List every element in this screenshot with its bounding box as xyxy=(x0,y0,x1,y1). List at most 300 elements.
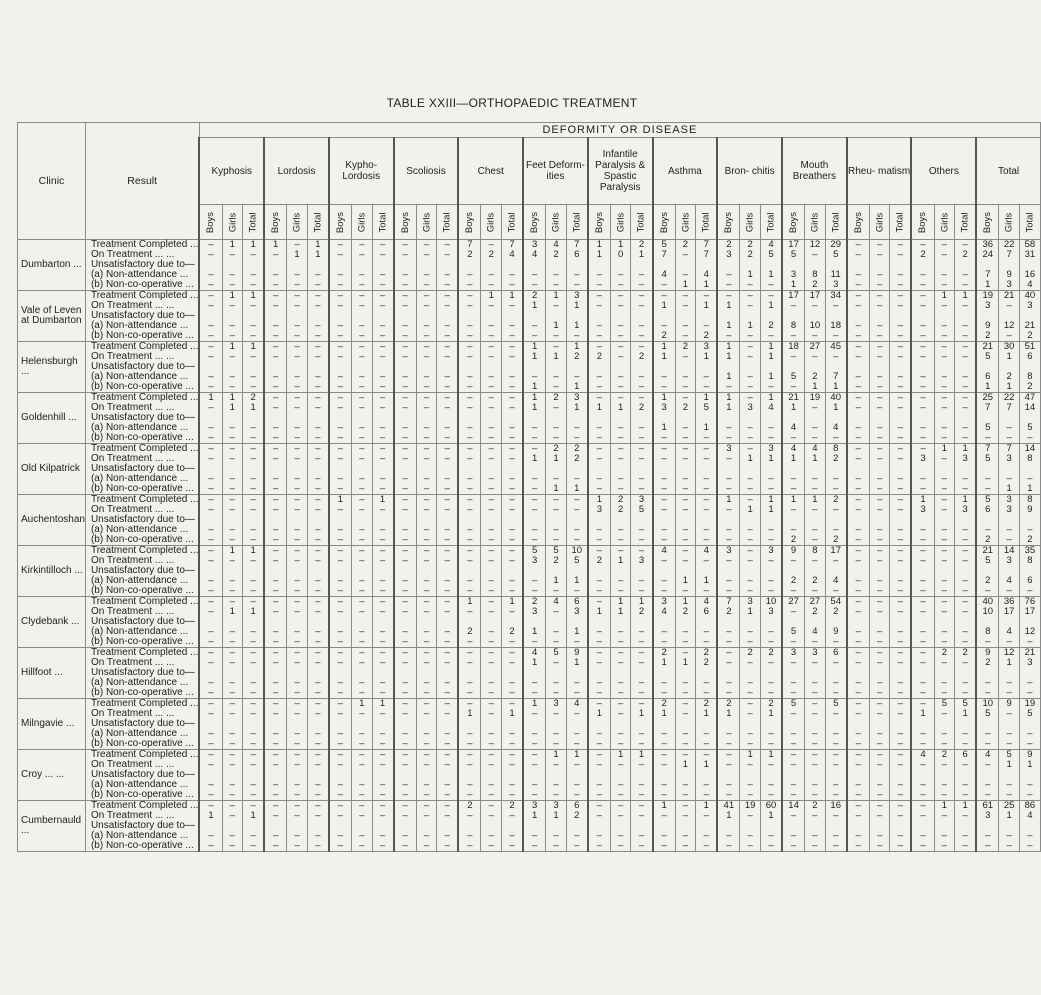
cell-value: 2 xyxy=(999,372,1020,382)
cell-value: – xyxy=(199,648,222,659)
cell-value: – xyxy=(1019,841,1040,852)
cell-value: – xyxy=(847,739,870,750)
cell-value: – xyxy=(458,352,481,362)
cell-value: – xyxy=(329,444,352,455)
cell-value: – xyxy=(675,495,696,506)
sub-header xyxy=(566,205,588,240)
cell-value: – xyxy=(199,291,222,302)
cell-value: – xyxy=(352,709,373,719)
cell-value: – xyxy=(307,270,329,280)
cell-value: – xyxy=(588,637,611,648)
cell-value: – xyxy=(458,484,481,495)
result-label: Unsatisfactory due to— xyxy=(85,311,199,321)
cell-value: – xyxy=(825,505,847,515)
cell-value: – xyxy=(352,729,373,739)
cell-value: 2 xyxy=(631,403,653,413)
cell-value: – xyxy=(805,739,826,750)
cell-value: 4 xyxy=(805,627,826,637)
cell-value: 2 xyxy=(911,250,934,260)
cell-value: 1 xyxy=(546,454,567,464)
cell-value: – xyxy=(416,801,437,812)
cell-value: – xyxy=(287,321,308,331)
cell-value: – xyxy=(243,495,265,506)
cell-value: – xyxy=(437,658,459,668)
category-header: Scoliosis xyxy=(394,138,459,205)
cell-value: 1 xyxy=(502,709,524,719)
sub-header xyxy=(955,205,977,240)
cell-value: – xyxy=(437,382,459,393)
cell-value: – xyxy=(675,637,696,648)
cell-value: – xyxy=(760,739,782,750)
cell-value: 2 xyxy=(717,699,740,710)
cell-value: 1 xyxy=(999,658,1020,668)
cell-value: – xyxy=(352,648,373,659)
cell-value: – xyxy=(610,484,631,495)
cell-value: – xyxy=(352,831,373,841)
result-label: Treatment Completed ... xyxy=(85,546,199,557)
cell-value: – xyxy=(740,739,761,750)
cell-value: – xyxy=(805,760,826,770)
cell-value: – xyxy=(890,648,912,659)
cell-value: – xyxy=(911,342,934,353)
cell-value: – xyxy=(287,658,308,668)
cell-value: – xyxy=(911,321,934,331)
cell-value: – xyxy=(502,433,524,444)
sub-header xyxy=(934,205,955,240)
cell-value: – xyxy=(869,627,890,637)
cell-value: – xyxy=(760,831,782,841)
sub-header-label: Total xyxy=(894,211,906,233)
cell-value: – xyxy=(394,495,417,506)
cell-value: – xyxy=(523,841,546,852)
cell-value: – xyxy=(502,739,524,750)
cell-value: 8 xyxy=(976,627,999,637)
cell-value: – xyxy=(287,301,308,311)
cell-value: – xyxy=(352,240,373,251)
cell-value: – xyxy=(416,831,437,841)
cell-value: – xyxy=(458,291,481,302)
cell-value: – xyxy=(911,270,934,280)
cell-value: 1 xyxy=(287,250,308,260)
cell-value: – xyxy=(805,352,826,362)
cell-value: – xyxy=(696,586,718,597)
cell-value: – xyxy=(717,831,740,841)
cell-value: – xyxy=(696,739,718,750)
cell-value: 1 xyxy=(696,352,718,362)
cell-value: – xyxy=(911,658,934,668)
cell-value: – xyxy=(653,831,676,841)
cell-value: – xyxy=(675,331,696,342)
cell-value: – xyxy=(847,780,870,790)
cell-value: – xyxy=(394,801,417,812)
result-label: (b) Non-co-operative ... xyxy=(85,637,199,648)
cell-value: – xyxy=(264,750,287,761)
cell-value: 4 xyxy=(523,250,546,260)
cell-value: – xyxy=(955,352,977,362)
cell-value: – xyxy=(890,270,912,280)
cell-value: – xyxy=(805,831,826,841)
cell-value: – xyxy=(869,382,890,393)
cell-value: – xyxy=(416,393,437,404)
cell-value: – xyxy=(740,423,761,433)
sub-header xyxy=(847,205,870,240)
cell-value: – xyxy=(588,699,611,710)
cell-value: – xyxy=(264,739,287,750)
cell-value: – xyxy=(372,474,394,484)
cell-value: – xyxy=(588,648,611,659)
cell-value: 1 xyxy=(717,811,740,821)
cell-value: – xyxy=(199,280,222,291)
cell-value: – xyxy=(999,678,1020,688)
result-label: (b) Non-co-operative ... xyxy=(85,382,199,393)
table-row xyxy=(18,688,1041,699)
cell-value: – xyxy=(869,505,890,515)
cell-value: – xyxy=(934,790,955,801)
result-label: Treatment Completed ... xyxy=(85,444,199,455)
table-row xyxy=(18,331,1041,342)
cell-value: 1 xyxy=(243,403,265,413)
result-label: Unsatisfactory due to— xyxy=(85,770,199,780)
cell-value: – xyxy=(416,729,437,739)
sub-header-label: Total xyxy=(441,211,453,233)
cell-value: – xyxy=(437,709,459,719)
cell-value: – xyxy=(934,393,955,404)
cell-value: 3 xyxy=(566,393,588,404)
cell-value: – xyxy=(955,484,977,495)
cell-value: – xyxy=(890,658,912,668)
cell-value: 9 xyxy=(782,546,805,557)
cell-value: – xyxy=(481,729,502,739)
cell-value: 1 xyxy=(243,811,265,821)
cell-value: – xyxy=(199,535,222,546)
cell-value: – xyxy=(199,597,222,608)
cell-value: – xyxy=(696,495,718,506)
cell-value: – xyxy=(264,801,287,812)
sub-header xyxy=(437,205,459,240)
cell-value: – xyxy=(934,586,955,597)
sub-header xyxy=(588,205,611,240)
cell-value: – xyxy=(805,709,826,719)
cell-value: – xyxy=(307,535,329,546)
cell-value: – xyxy=(264,342,287,353)
cell-value: – xyxy=(610,729,631,739)
cell-value: 3 xyxy=(523,801,546,812)
cell-value: – xyxy=(869,423,890,433)
cell-value: – xyxy=(955,658,977,668)
cell-value: – xyxy=(782,505,805,515)
cell-value: – xyxy=(458,811,481,821)
cell-value: – xyxy=(222,637,243,648)
cell-value: – xyxy=(523,535,546,546)
cell-value: – xyxy=(890,637,912,648)
cell-value: – xyxy=(911,637,934,648)
cell-value: – xyxy=(696,790,718,801)
sub-header-label: Total xyxy=(506,211,518,233)
cell-value: 2 xyxy=(740,240,761,251)
cell-value: – xyxy=(329,556,352,566)
cell-value: – xyxy=(934,240,955,251)
cell-value: 6 xyxy=(1019,352,1040,362)
cell-value: – xyxy=(955,811,977,821)
cell-value: – xyxy=(869,709,890,719)
cell-value: 10 xyxy=(805,321,826,331)
cell-value: – xyxy=(890,291,912,302)
cell-value: 1 xyxy=(222,546,243,557)
cell-value: – xyxy=(890,750,912,761)
cell-value: – xyxy=(760,280,782,291)
cell-value: – xyxy=(934,382,955,393)
cell-value: – xyxy=(911,739,934,750)
cell-value: – xyxy=(222,372,243,382)
cell-value: – xyxy=(869,321,890,331)
cell-value: – xyxy=(890,240,912,251)
cell-value: 1 xyxy=(352,699,373,710)
cell-value: – xyxy=(458,750,481,761)
cell-value: – xyxy=(999,433,1020,444)
cell-value: – xyxy=(653,637,676,648)
cell-value: – xyxy=(394,291,417,302)
cell-value: – xyxy=(502,423,524,433)
cell-value: 1 xyxy=(546,291,567,302)
result-label: Treatment Completed ... xyxy=(85,240,199,251)
cell-value: – xyxy=(911,576,934,586)
cell-value: – xyxy=(610,648,631,659)
cell-value: – xyxy=(740,474,761,484)
cell-value: 76 xyxy=(1019,597,1040,608)
cell-value: – xyxy=(588,382,611,393)
cell-value: – xyxy=(307,831,329,841)
cell-value: 1 xyxy=(760,301,782,311)
sub-header xyxy=(805,205,826,240)
cell-value: 1 xyxy=(588,709,611,719)
cell-value: – xyxy=(610,637,631,648)
cell-value: 2 xyxy=(825,607,847,617)
cell-value: – xyxy=(394,709,417,719)
cell-value: – xyxy=(222,382,243,393)
cell-value: – xyxy=(869,342,890,353)
cell-value: – xyxy=(372,688,394,699)
cell-value: 6 xyxy=(955,750,977,761)
cell-value: – xyxy=(976,474,999,484)
result-label: (b) Non-co-operative ... xyxy=(85,739,199,750)
cell-value: 4 xyxy=(523,648,546,659)
cell-value: – xyxy=(869,750,890,761)
table-row xyxy=(18,586,1041,597)
cell-value: – xyxy=(394,597,417,608)
clinic-name: Cumbernauld ... xyxy=(18,801,86,852)
cell-value: – xyxy=(352,403,373,413)
result-label: On Treatment ... ... xyxy=(85,403,199,413)
cell-value: – xyxy=(394,280,417,291)
cell-value: – xyxy=(610,525,631,535)
cell-value: – xyxy=(481,627,502,637)
cell-value: – xyxy=(955,729,977,739)
cell-value: – xyxy=(307,739,329,750)
cell-value: 2 xyxy=(588,556,611,566)
cell-value: – xyxy=(481,454,502,464)
result-label: Treatment Completed ... xyxy=(85,597,199,608)
cell-value: – xyxy=(890,546,912,557)
cell-value: 1 xyxy=(631,709,653,719)
cell-value: – xyxy=(740,658,761,668)
cell-value: 5 xyxy=(976,423,999,433)
cell-value: – xyxy=(372,556,394,566)
cell-value: – xyxy=(352,546,373,557)
category-header: Others xyxy=(911,138,976,205)
cell-value: – xyxy=(653,576,676,586)
clinic-name: Helensburgh ... xyxy=(18,342,86,393)
cell-value: – xyxy=(372,576,394,586)
cell-value: – xyxy=(675,699,696,710)
cell-value: – xyxy=(416,495,437,506)
cell-value: – xyxy=(782,474,805,484)
cell-value: – xyxy=(416,280,437,291)
cell-value: – xyxy=(934,841,955,852)
cell-value: 3 xyxy=(760,607,782,617)
cell-value: – xyxy=(416,658,437,668)
cell-value: – xyxy=(631,342,653,353)
cell-value: – xyxy=(329,750,352,761)
cell-value: 4 xyxy=(653,270,676,280)
cell-value: – xyxy=(631,648,653,659)
cell-value: – xyxy=(675,688,696,699)
cell-value: – xyxy=(394,648,417,659)
cell-value: – xyxy=(760,841,782,852)
cell-value: – xyxy=(805,841,826,852)
cell-value: – xyxy=(631,454,653,464)
cell-value: 3 xyxy=(588,505,611,515)
cell-value: – xyxy=(717,291,740,302)
cell-value: – xyxy=(287,790,308,801)
cell-value: – xyxy=(199,739,222,750)
result-label: On Treatment ... ... xyxy=(85,709,199,719)
cell-value: – xyxy=(481,699,502,710)
cell-value: 2 xyxy=(782,535,805,546)
cell-value: – xyxy=(976,780,999,790)
cell-value: 2 xyxy=(566,352,588,362)
cell-value: – xyxy=(502,699,524,710)
cell-value: – xyxy=(847,444,870,455)
cell-value: – xyxy=(546,658,567,668)
cell-value: – xyxy=(458,301,481,311)
cell-value: – xyxy=(911,403,934,413)
cell-value: – xyxy=(199,831,222,841)
cell-value: – xyxy=(847,250,870,260)
cell-value: – xyxy=(631,382,653,393)
cell-value: 1 xyxy=(805,495,826,506)
cell-value: – xyxy=(329,240,352,251)
cell-value: – xyxy=(869,801,890,812)
cell-value: 3 xyxy=(1019,658,1040,668)
cell-value: – xyxy=(653,382,676,393)
cell-value: – xyxy=(437,760,459,770)
cell-value: – xyxy=(760,678,782,688)
cell-value: – xyxy=(566,790,588,801)
cell-value: – xyxy=(394,331,417,342)
cell-value: – xyxy=(911,352,934,362)
cell-value: – xyxy=(287,648,308,659)
cell-value: – xyxy=(610,586,631,597)
cell-value: 1 xyxy=(696,423,718,433)
cell-value: – xyxy=(631,760,653,770)
cell-value: – xyxy=(264,280,287,291)
cell-value: – xyxy=(394,688,417,699)
cell-value: 1 xyxy=(546,321,567,331)
cell-value: 1 xyxy=(999,382,1020,393)
cell-value: – xyxy=(890,709,912,719)
cell-value: 29 xyxy=(825,240,847,251)
cell-value: – xyxy=(717,648,740,659)
cell-value: – xyxy=(329,586,352,597)
cell-value: – xyxy=(458,546,481,557)
cell-value: – xyxy=(890,250,912,260)
sub-header-label: Boys xyxy=(529,211,541,233)
cell-value: – xyxy=(782,586,805,597)
cell-value: – xyxy=(329,301,352,311)
cell-value: 3 xyxy=(976,811,999,821)
cell-value: – xyxy=(458,576,481,586)
cell-value: – xyxy=(307,484,329,495)
cell-value: 4 xyxy=(502,250,524,260)
cell-value: – xyxy=(481,352,502,362)
cell-value: – xyxy=(610,780,631,790)
cell-value: – xyxy=(675,556,696,566)
cell-value: – xyxy=(631,841,653,852)
cell-value: – xyxy=(352,505,373,515)
cell-value: – xyxy=(394,444,417,455)
cell-value: – xyxy=(566,495,588,506)
cell-value: – xyxy=(911,240,934,251)
table-row xyxy=(18,433,1041,444)
cell-value: 1 xyxy=(372,495,394,506)
cell-value: – xyxy=(934,342,955,353)
cell-value: – xyxy=(199,729,222,739)
cell-value: – xyxy=(760,790,782,801)
cell-value: – xyxy=(437,576,459,586)
cell-value: 2 xyxy=(934,648,955,659)
cell-value: – xyxy=(976,831,999,841)
cell-value: 3 xyxy=(566,291,588,302)
sub-header-label: Total xyxy=(959,211,971,233)
cell-value: – xyxy=(264,270,287,280)
cell-value: – xyxy=(352,484,373,495)
cell-value: – xyxy=(243,637,265,648)
cell-value: – xyxy=(481,688,502,699)
cell-value: – xyxy=(307,331,329,342)
cell-value: – xyxy=(588,811,611,821)
cell-value: 1 xyxy=(653,342,676,353)
cell-value: – xyxy=(222,444,243,455)
cell-value: 5 xyxy=(760,250,782,260)
cell-value: – xyxy=(416,342,437,353)
result-label: Unsatisfactory due to— xyxy=(85,464,199,474)
cell-value: 3 xyxy=(999,280,1020,291)
cell-value: – xyxy=(955,841,977,852)
cell-value: – xyxy=(458,525,481,535)
cell-value: 4 xyxy=(546,240,567,251)
cell-value: – xyxy=(199,250,222,260)
cell-value: – xyxy=(890,352,912,362)
cell-value: – xyxy=(502,556,524,566)
cell-value: 8 xyxy=(1019,372,1040,382)
cell-value: – xyxy=(394,342,417,353)
cell-value: – xyxy=(696,321,718,331)
cell-value: – xyxy=(934,597,955,608)
cell-value: – xyxy=(911,331,934,342)
cell-value: 2 xyxy=(976,576,999,586)
cell-value: – xyxy=(610,678,631,688)
cell-value: – xyxy=(610,699,631,710)
